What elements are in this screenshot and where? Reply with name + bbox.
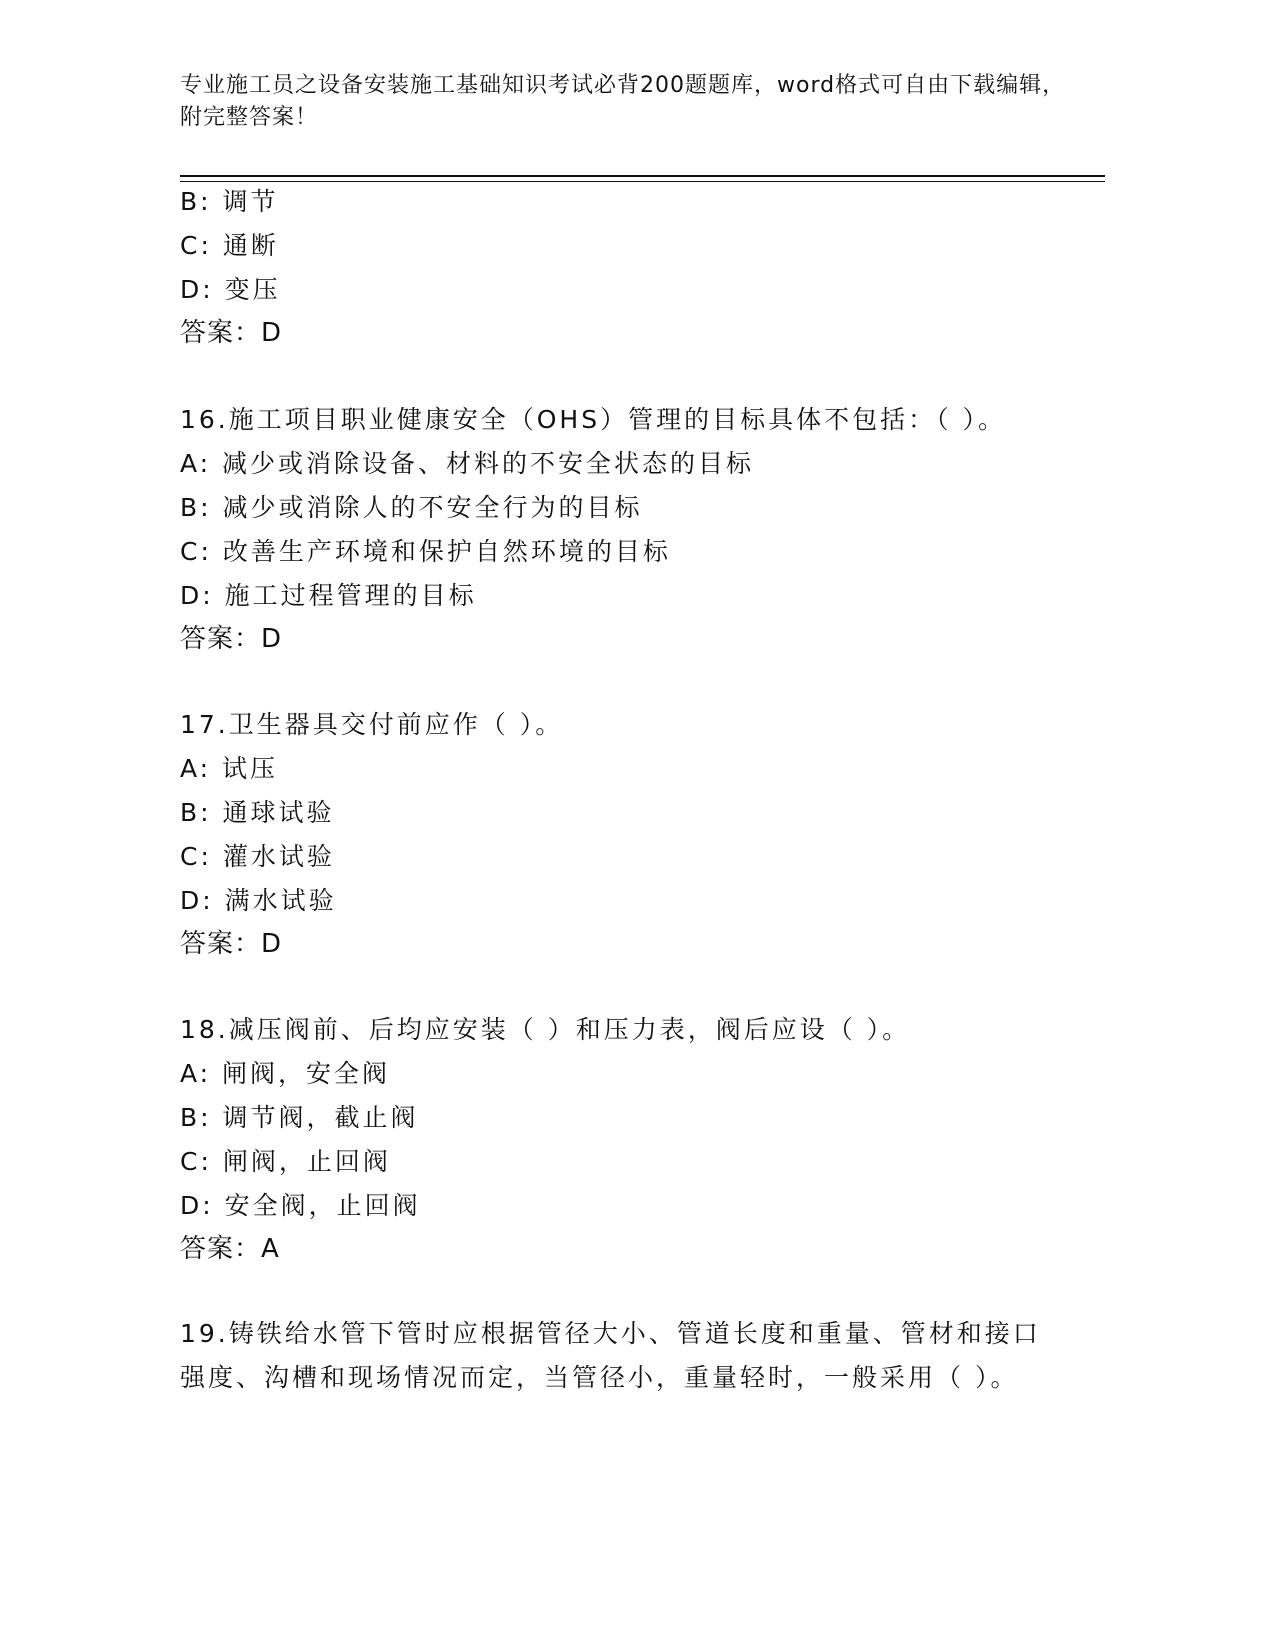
answer-line: 答案：D bbox=[180, 929, 283, 959]
header-divider-thick bbox=[180, 175, 1105, 177]
question-stem: 16.施工项目职业健康安全（OHS）管理的目标具体不包括：（ ）。 bbox=[180, 405, 1007, 434]
question-stem: 19.铸铁给水管下管时应根据管径大小、管道长度和重量、管材和接口强度、沟槽和现场情况而定，当管径小，重量轻时，一般采用（ ）。 bbox=[180, 1319, 1041, 1392]
option-d: D: 安全阀，止回阀 bbox=[180, 1191, 421, 1220]
answer-line: 答案：A bbox=[180, 1234, 280, 1264]
option-d: D: 满水试验 bbox=[180, 886, 337, 915]
option-c: C: 改善生产环境和保护自然环境的目标 bbox=[180, 537, 671, 566]
answer-line: 答案：D bbox=[180, 624, 283, 654]
option-a: A: 减少或消除设备、材料的不安全状态的目标 bbox=[180, 449, 755, 478]
option-a: A: 试压 bbox=[180, 754, 279, 783]
option-b: B: 减少或消除人的不安全行为的目标 bbox=[180, 493, 643, 522]
option-c: C: 通断 bbox=[180, 231, 279, 260]
option-b: B: 通球试验 bbox=[180, 798, 335, 827]
option-a: A: 闸阀，安全阀 bbox=[180, 1059, 391, 1088]
option-b: B: 调节阀，截止阀 bbox=[180, 1103, 419, 1132]
option-d: D: 施工过程管理的目标 bbox=[180, 581, 477, 610]
option-c: C: 闸阀，止回阀 bbox=[180, 1147, 391, 1176]
option-d: D: 变压 bbox=[180, 275, 281, 304]
question-stem: 18.减压阀前、后均应安装（ ）和压力表，阀后应设（ ）。 bbox=[180, 1015, 911, 1044]
document-header-title: 专业施工员之设备安装施工基础知识考试必背200题题库，word格式可自由下载编辑，附完整答案！ bbox=[180, 73, 1066, 130]
question-stem: 17.卫生器具交付前应作（ ）。 bbox=[180, 710, 564, 739]
header-divider-thin bbox=[180, 181, 1105, 182]
answer-line: 答案：D bbox=[180, 318, 283, 348]
option-b: B: 调节 bbox=[180, 187, 279, 216]
option-c: C: 灌水试验 bbox=[180, 842, 335, 871]
